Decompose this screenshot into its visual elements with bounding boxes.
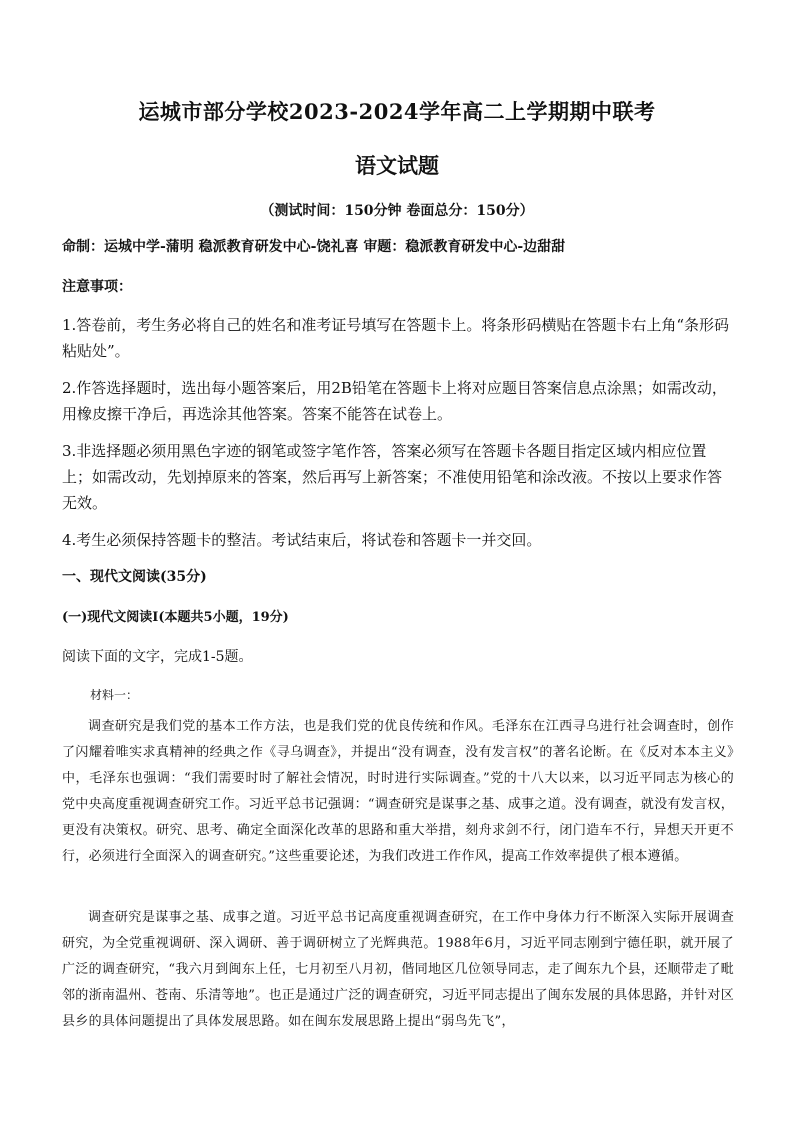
note-item: 4.考生必须保持答题卡的整洁。考试结束后，将试卷和答题卡一并交回。	[62, 531, 542, 549]
note-item: 2.作答选择题时，选出每小题答案后，用2B铅笔在答题卡上将对应题目答案信息点涂黑；如需改动，用橡皮擦干净后，再选涂其他答案。答案不能答在试卷上。	[62, 379, 727, 423]
note-item: 3.非选择题必须用黑色字迹的钢笔或签字笔作答，答案必须写在答题卡各题目指定区域内相应位置上；如需改动，先划掉原来的答案，然后再写上新答案；不准使用铅笔和涂改液。不按以上要求作答无效。	[62, 442, 723, 512]
note-item: 1.答卷前，考生务必将自己的姓名和准考证号填写在答题卡上。将条形码横贴在答题卡右上角“条形码粘贴处”。	[62, 316, 729, 360]
material-paragraph: 调查研究是谋事之基、成事之道。习近平总书记高度重视调查研究，在工作中身体力行不断深入实际开展调查研究，为全党重视调研、深入调研、善于调研树立了光辉典范。1988年6月，习近平同志刚到宁德任职，就开展了广泛的调查研究，“我六月到闽东上任，七月初至八月初，偕同地区几位领导同志，走了闽东九个县，还顺带走了毗邻的浙南温州、苍南、乐清等地”。也正是通过广泛的调查研究，习近平同志提出了闽东发展的具体思路，并针对区县乡的具体问题提出了具体发展思路。如在闽东发展思路上提出“弱鸟先飞”，	[62, 910, 734, 1029]
material-label: 材料一：	[90, 688, 139, 702]
notes-title: 注意事项：	[62, 279, 132, 295]
section-title: 一、现代文阅读(35分)	[62, 569, 207, 585]
exam-subtitle: 语文试题	[355, 153, 439, 178]
exam-title: 运城市部分学校2023-2024学年高二上学期期中联考	[138, 99, 656, 124]
subsection-title: (一)现代文阅读Ⅰ(本题共5小题，19分)	[62, 610, 289, 625]
exam-time-info: （测试时间：150分钟 卷面总分：150分）	[260, 203, 534, 219]
reading-instruction: 阅读下面的文字，完成1-5题。	[62, 649, 253, 665]
exam-credits: 命制：运城中学-蒲明 稳派教育研发中心-饶礼喜 审题：稳派教育研发中心-边甜甜	[62, 239, 566, 255]
material-paragraph: 调查研究是我们党的基本工作方法，也是我们党的优良传统和作风。毛泽东在江西寻乌进行社会调查时，创作了闪耀着唯实求真精神的经典之作《寻乌调查》，并提出“没有调查，没有发言权”的著名论断。在《反对本本主义》中，毛泽东也强调：“我们需要时时了解社会情况，时时进行实际调查。”党的十八大以来，以习近平同志为核心的党中央高度重视调查研究工作。习近平总书记强调：“调查研究是谋事之基、成事之道。没有调查，就没有发言权，更没有决策权。研究、思考、确定全面深化改革的思路和重大举措，刻舟求剑不行，闭门造车不行，异想天开更不行，必须进行全面深入的调查研究。”这些重要论述，为我们改进工作作风，提高工作效率提供了根本遵循。	[62, 719, 734, 864]
